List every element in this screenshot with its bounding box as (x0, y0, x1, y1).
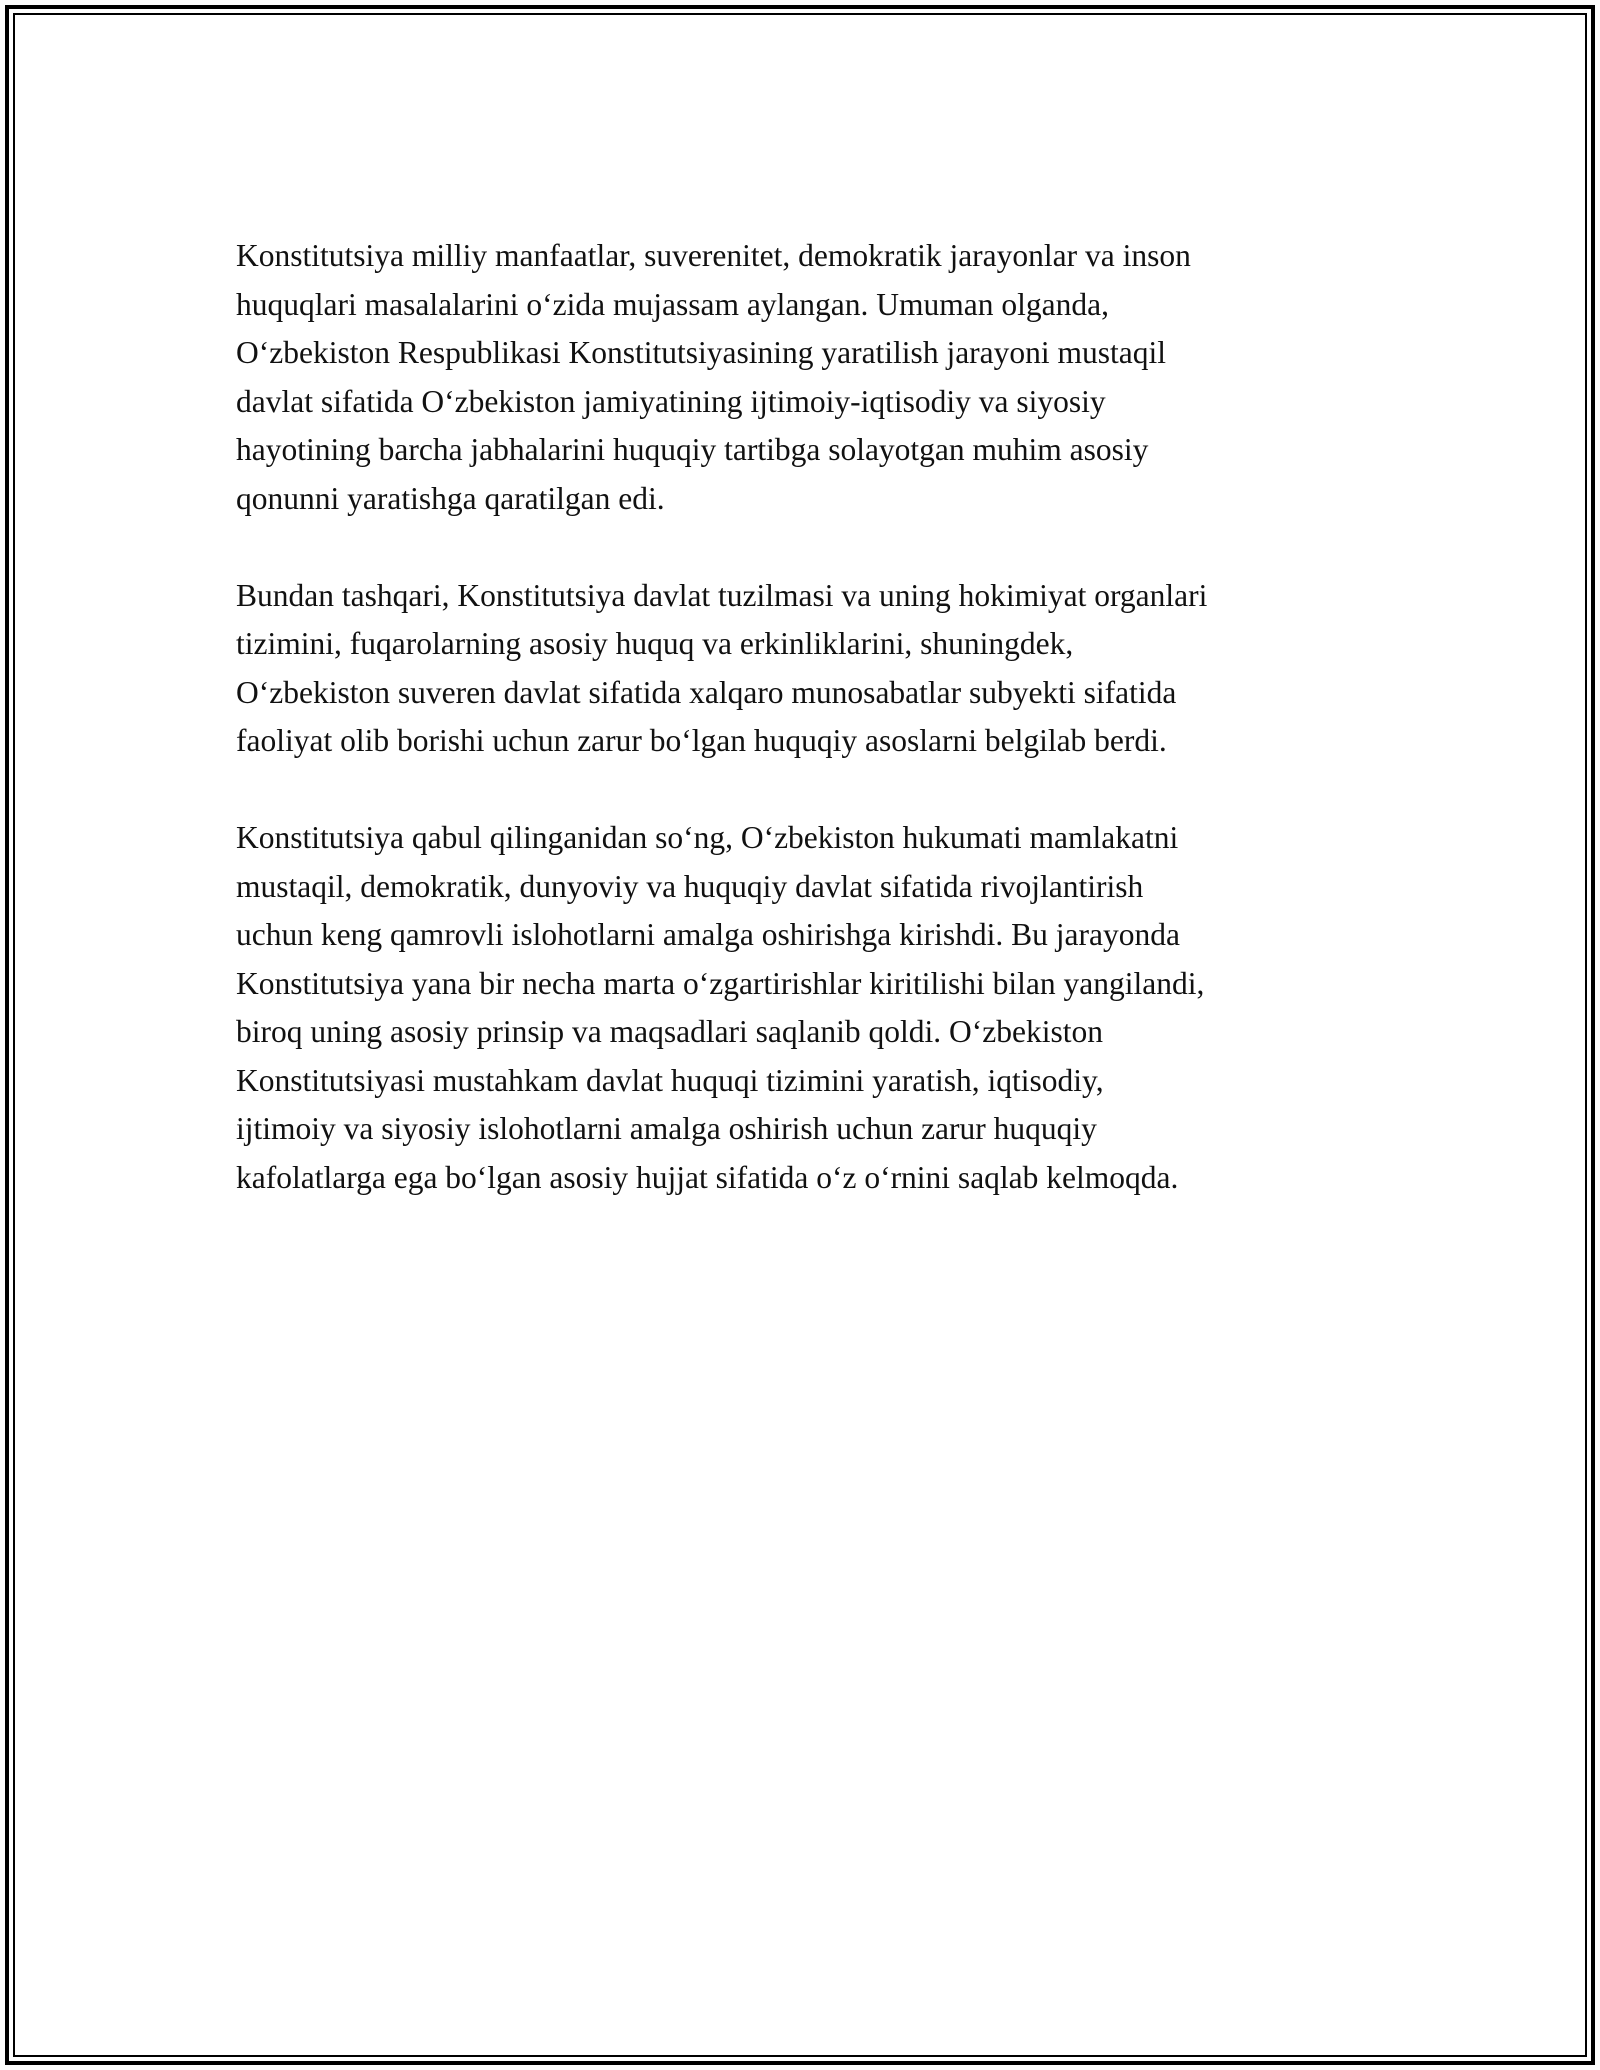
paragraph-1: Konstitutsiya milliy manfaatlar, suverenitet, demokratik jarayonlar va inson huquqlari masalalarini o‘zida mujassam aylangan. Umuman olganda, O‘zbekiston Respublikasi Konstitutsiyasining yaratilish jarayoni mustaqil davlat sifatida O‘zbekiston jamiyatining ijtimoiy-iqtisodiy va siyosiy hayotining barcha jabhalarini huquqiy tartibga solayotgan muhim asosiy qonunni yaratishga qaratilgan edi. (236, 238, 1191, 516)
paragraph-3: Konstitutsiya qabul qilinganidan so‘ng, O‘zbekiston hukumati mamlakatni mustaqil, demokratik, dunyoviy va huquqiy davlat sifatida rivojlantirish uchun keng qamrovli islohotlarni amalga oshirishga kirishdi. Bu jarayonda Konstitutsiya yana bir necha marta o‘zgartirishlar kiritilishi bilan yangilandi, biroq uning asosiy prinsip va maqsadlari saqlanib qoldi. O‘zbekiston Konstitutsiyasi mustahkam davlat huquqi tizimini yaratish, iqtisodiy, ijtimoiy va siyosiy islohotlarni amalga oshirish uchun zarur huquqiy kafolatlarga ega bo‘lgan asosiy hujjat sifatida o‘z o‘rnini saqlab kelmoqda. (236, 820, 1205, 1195)
document-body (236, 232, 1396, 1251)
paragraph-2: Bundan tashqari, Konstitutsiya davlat tuzilmasi va uning hokimiyat organlari tizimini, fuqarolarning asosiy huquq va erkinliklarini, shuningdek, O‘zbekiston suveren davlat sifatida xalqaro munosabatlar subyekti sifatida faoliyat olib borishi uchun zarur bo‘lgan huquqiy asoslarni belgilab berdi. (236, 577, 1208, 758)
